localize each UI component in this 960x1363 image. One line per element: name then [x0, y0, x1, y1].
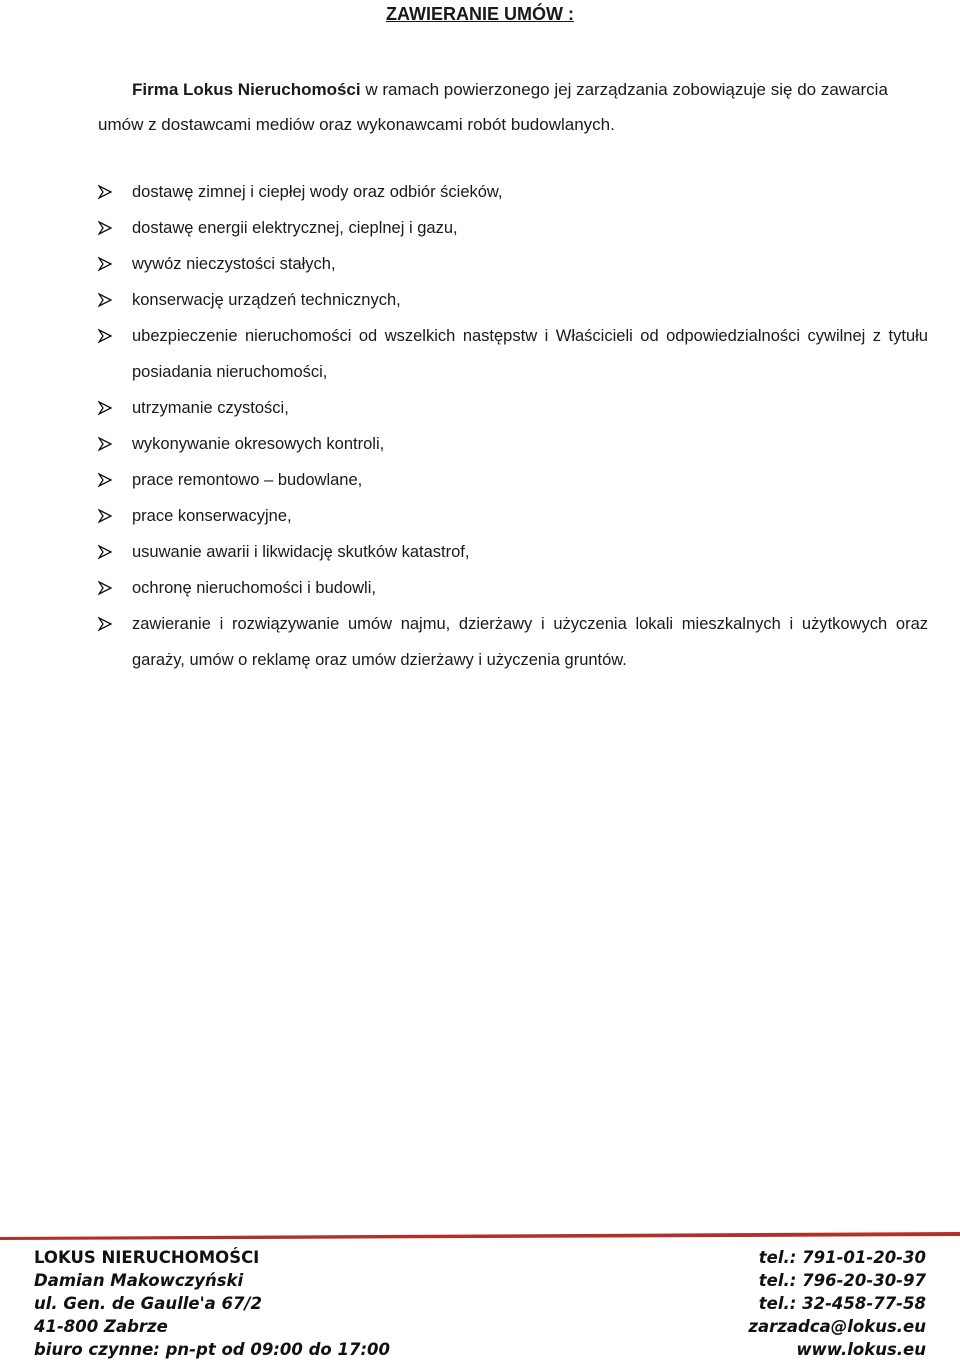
- footer-website-link[interactable]: www.lokus.eu: [796, 1340, 926, 1359]
- intro-text-1: w ramach powierzonego jej zarządzania zobowiązuje się do zawarcia: [360, 80, 888, 99]
- list-item: dostawę zimnej i ciepłej wody oraz odbiór ścieków,: [98, 174, 928, 210]
- arrow-bullet-icon: [98, 509, 112, 523]
- list-item: dostawę energii elektrycznej, cieplnej i gazu,: [98, 210, 928, 246]
- footer-phone-2[interactable]: tel.: 796-20-30-97: [758, 1271, 926, 1290]
- arrow-bullet-icon: [98, 581, 112, 595]
- footer-email-link[interactable]: zarzadca@lokus.eu: [748, 1317, 926, 1336]
- arrow-bullet-icon: [98, 545, 112, 559]
- arrow-bullet-icon: [98, 293, 112, 307]
- arrow-bullet-icon: [98, 329, 112, 343]
- list-item: prace remontowo – budowlane,: [98, 462, 928, 498]
- list-item: ubezpieczenie nieruchomości od wszelkich następstw i Właścicieli od odpowiedzialności cywilnej z tytułu posiadania nieruchomości,: [98, 318, 928, 390]
- list-item: ochronę nieruchomości i budowli,: [98, 570, 928, 606]
- list-item: usuwanie awarii i likwidację skutków katastrof,: [98, 534, 928, 570]
- company-name: Firma Lokus Nieruchomości: [132, 80, 361, 99]
- list-item: wywóz nieczystości stałych,: [98, 246, 928, 282]
- arrow-bullet-icon: [98, 617, 112, 631]
- list-item: prace konserwacyjne,: [98, 498, 928, 534]
- service-list: [98, 174, 928, 678]
- intro-line-2: umów z dostawcami mediów oraz wykonawcami robót budowlanych.: [98, 115, 615, 134]
- footer-row: [34, 1338, 926, 1361]
- arrow-bullet-icon: [98, 401, 112, 415]
- footer-person: Damian Makowczyński: [34, 1271, 244, 1290]
- footer-hours: biuro czynne: pn-pt od 09:00 do 17:00: [34, 1340, 391, 1359]
- arrow-bullet-icon: [98, 473, 112, 487]
- page-title: ZAWIERANIE UMÓW :: [386, 4, 574, 24]
- intro-paragraph: [98, 72, 928, 142]
- arrow-bullet-icon: [98, 257, 112, 271]
- list-item: wykonywanie okresowych kontroli,: [98, 426, 928, 462]
- footer-row: [34, 1246, 926, 1269]
- list-item: zawieranie i rozwiązywanie umów najmu, dzierżawy i użyczenia lokali mieszkalnych i użytkowych oraz garaży, umów o reklamę oraz umów dzierżawy i użyczenia gruntów.: [98, 606, 928, 678]
- footer-phone-1[interactable]: tel.: 791-01-20-30: [758, 1248, 926, 1267]
- footer-row: [34, 1315, 926, 1338]
- footer-company: LOKUS NIERUCHOMOŚCI: [34, 1248, 260, 1267]
- arrow-bullet-icon: [98, 437, 112, 451]
- footer-row: [34, 1269, 926, 1292]
- footer-city: 41-800 Zabrze: [34, 1317, 168, 1336]
- footer-phone-3[interactable]: tel.: 32-458-77-58: [758, 1294, 926, 1313]
- arrow-bullet-icon: [98, 185, 112, 199]
- arrow-bullet-icon: [98, 221, 112, 235]
- list-item: konserwację urządzeń technicznych,: [98, 282, 928, 318]
- intro-line-1: [98, 72, 928, 107]
- footer-row: [34, 1292, 926, 1315]
- footer: [34, 1246, 926, 1361]
- footer-divider-band: [0, 1232, 960, 1240]
- footer-divider: [0, 1230, 960, 1240]
- footer-street: ul. Gen. de Gaulle'a 67/2: [34, 1294, 262, 1313]
- list-item: utrzymanie czystości,: [98, 390, 928, 426]
